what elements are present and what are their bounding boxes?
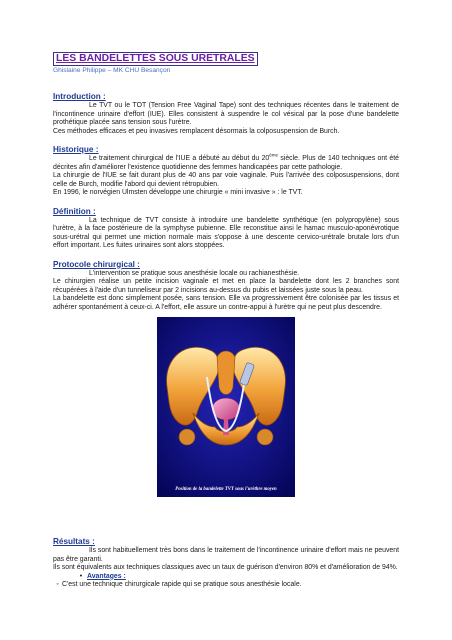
- heading-resultats: Résultats :: [53, 537, 95, 546]
- protocole-paragraph-3: La bandelette est donc simplement posée, sans tension. Elle va progressivement être colonisée par les tissus et adhérer spontanément à ceux-ci. A l'effort, elle assure un contre-appui à l'urètre qui ne peut plus descendre.: [53, 295, 399, 311]
- protocole-paragraph-1: L'intervention se pratique sous anesthésie locale ou rachianesthésie.: [89, 269, 300, 277]
- document-title: LES BANDELETTES SOUS URETRALES: [53, 52, 258, 66]
- bullet-icon: •: [79, 572, 83, 580]
- document-page: [53, 48, 399, 590]
- heading-introduction: Introduction :: [53, 92, 106, 101]
- historique-p1-start: Le traitement chirurgical de l'IUE a débuté au début du 20: [89, 155, 270, 162]
- resultats-paragraph-2: Ils sont équivalents aux techniques classiques avec un taux de guérison d'environ 80% et d'amélioration de 94%.: [53, 564, 398, 571]
- intro-paragraph-2: Ces méthodes efficaces et peu invasives remplacent désormais la colposuspension de Burch.: [53, 127, 340, 135]
- heading-historique: Historique :: [53, 145, 99, 154]
- tvt-illustration: [157, 317, 295, 497]
- historique-paragraph-2: La chirurgie de l'IUE se fait durant plus de 40 ans par voie vaginale. Puis l'arrivée des colposuspensions, dont celle de Burch, modifie l'abord qui devient rétropubien.: [53, 172, 399, 188]
- protocole-paragraph-2: Le chirurgien réalise un petite incision vaginale et met en place la bandelette dont les 2 branches sont récupérées à l'aide d'un tunneliseur par 2 incisions au-dessus du pubis et laissées juste sous la peau.: [53, 278, 399, 294]
- historique-p1-end: siècle. Plus de 140 techniques ont été décrites afin d'améliorer l'existence quotidienne des femmes handicapées par cette pathologie.: [53, 155, 399, 171]
- avantages-label: Avantages :: [87, 572, 126, 580]
- avantage-item-1: [53, 581, 399, 590]
- historique-paragraph-3: En 1996, le norvégien Ulmsten développe une chirurgie « mini invasive » : le TVT.: [53, 189, 303, 196]
- heading-definition: Définition :: [53, 206, 96, 216]
- superscript-eme: ème: [269, 152, 279, 158]
- figure-caption: Position de la bandelette TVT sous l'urèthre moyen: [175, 487, 277, 492]
- dash-bullet-icon: ◦: [56, 581, 59, 588]
- definition-paragraph: La technique de TVT consiste à introduire une bandelette synthétique (en polypropylène) sous l'urètre, à la face postérieure de la symphyse pubienne. Elle reconstitue ainsi le hamac musculo-aponévrotique sous-urétral qui permet une miction normale mais s'oppose à une descente cervico-urétrale brutale lors d'un effort important. Les fuites urinaires sont alors stoppées.: [53, 216, 399, 249]
- historique-paragraph-1: [53, 152, 399, 172]
- avantage-item-1-text: C'est une technique chirurgicale rapide qui se pratique sous anesthésie locale.: [62, 581, 302, 588]
- pelvis-illustration-icon: [157, 317, 295, 497]
- avantages-label-line: [53, 573, 399, 582]
- resultats-paragraph-1: Ils sont habituellement très bons dans le traitement de l'incontinence urinaire d'effort mais ne peuvent pas être garanti.: [53, 547, 399, 563]
- heading-protocole: Protocole chirurgical :: [53, 259, 140, 269]
- intro-paragraph-1: Le TVT ou le TOT (Tension Free Vaginal Tape) sont des techniques récentes dans le traitement de l'incontinence urinaire d'effort (IUE). Elles consistent à suspendre le col vésical par la pose d'une bandelette prothétique placée sans tension sous l'urètre.: [53, 102, 399, 126]
- author-line: Ghislaine Philippe – MK CHU Besançon: [53, 67, 171, 74]
